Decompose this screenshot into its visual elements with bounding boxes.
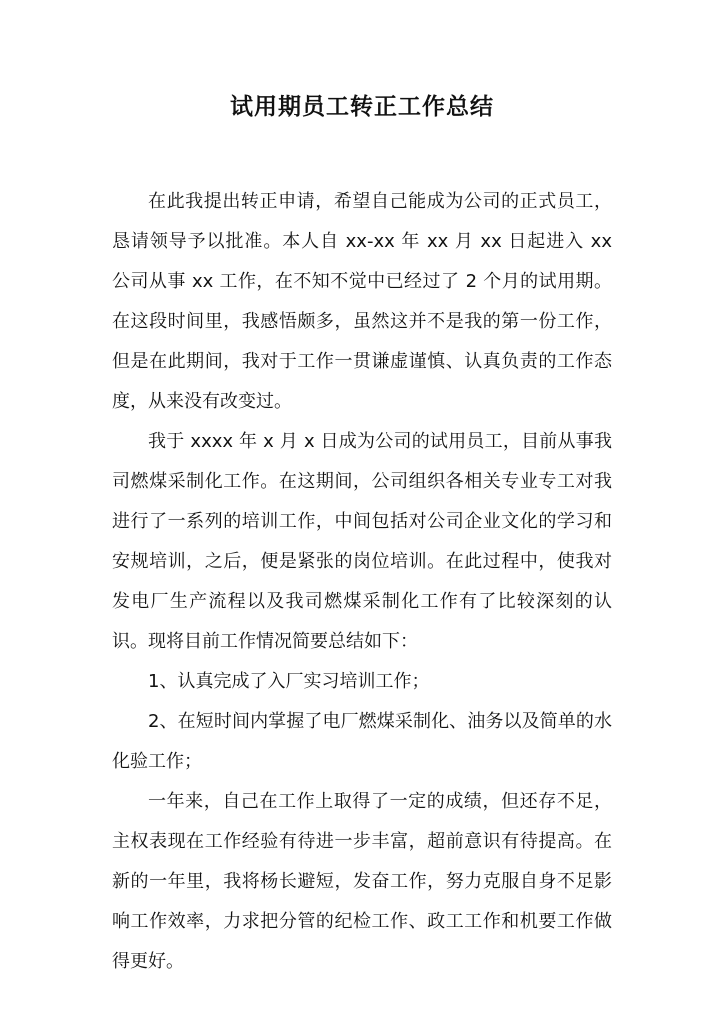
document-body	[112, 182, 612, 982]
paragraph-training: 我于 xxxx 年 x 月 x 日成为公司的试用员工，目前从事我司燃煤采制化工作。在这期间，公司组织各相关专业专工对我进行了一系列的培训工作，中间包括对公司企业文化的学习和安规培训，之后，便是紧张的岗位培训。在此过程中，使我对发电厂生产流程以及我司燃煤采制化工作有了比较深刻的认识。现将目前工作情况简要总结如下：	[112, 431, 612, 652]
paragraph-item-2: 2、在短时间内掌握了电厂燃煤采制化、油务以及简单的水化验工作；	[112, 711, 612, 772]
paragraph-application: 在此我提出转正申请，希望自己能成为公司的正式员工，恳请领导予以批准。本人自 xx-xx 年 xx 月 xx 日起进入 xx 公司从事 xx 工作，在不知不觉中已经过了 2 个月的试用期。在这段时间里，我感悟颇多，虽然这并不是我的第一份工作，但是在此期间，我对于工作一贯谦虚谨慎、认真负责的工作态度，从来没有改变过。	[112, 191, 612, 412]
document-title: 试用期员工转正工作总结	[230, 94, 494, 120]
paragraph-conclusion: 一年来，自己在工作上取得了一定的成绩，但还存不足，主权表现在工作经验有待进一步丰富，超前意识有待提高。在新的一年里，我将杨长避短，发奋工作，努力克服自身不足影响工作效率，力求把分管的纪检工作、政工工作和机要工作做得更好。	[112, 791, 612, 972]
paragraph-item-1: 1、认真完成了入厂实习培训工作；	[148, 671, 430, 692]
